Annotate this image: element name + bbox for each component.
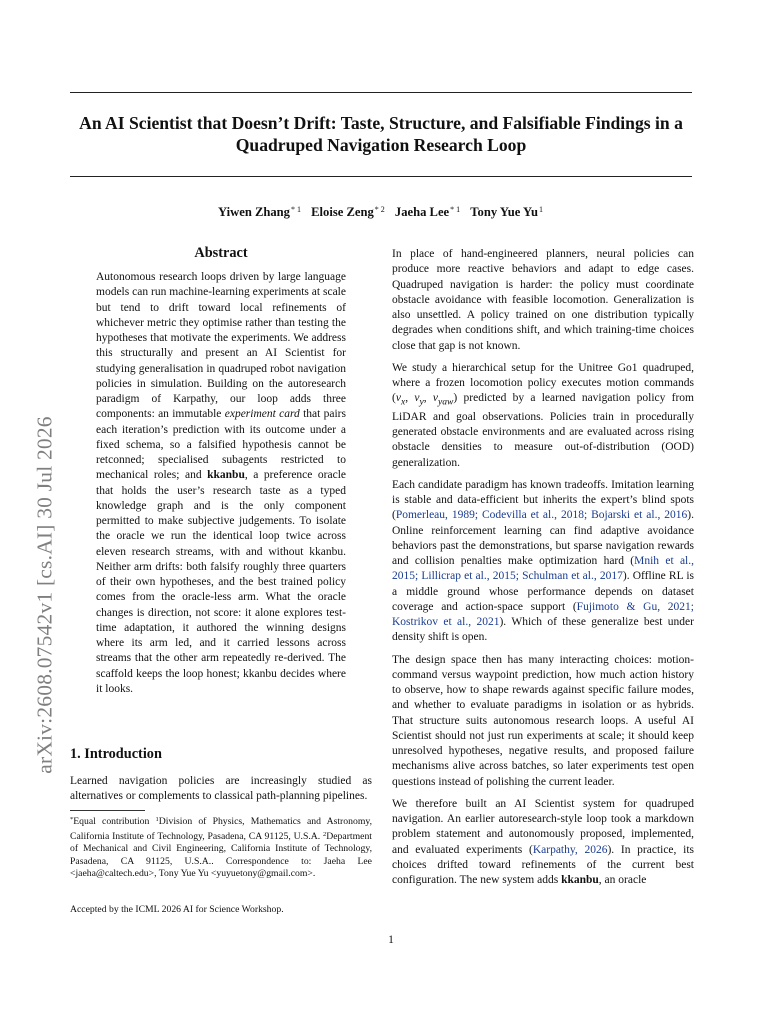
paragraph bbox=[392, 361, 694, 471]
footnote-affiliation-2: Department of Mechanical and Civil Engineering, California Institute of Technology, Pasadena, CA 91125, U.S.A.. Correspondence to: Jaeha Lee <jaeha@caltech.edu>, Tony Yue Yu <yuyuetony@gmail.com>. bbox=[70, 830, 372, 880]
title-bottom-rule bbox=[70, 176, 692, 177]
math-command-vector: ($v_x$, $v_y$, $v_{yaw}$) bbox=[392, 392, 458, 408]
citation-link[interactable]: Pomerleau, 1989; Codevilla et al., 2018; Bojarski et al., 2016 bbox=[395, 509, 688, 522]
author-affiliation: * 1 bbox=[290, 205, 301, 214]
citation-link[interactable]: Karpathy, 2026 bbox=[532, 843, 608, 856]
text-segment: ). In practice, its choices drifted toward refinements of the current best configuration. The new system adds bbox=[392, 843, 694, 887]
page-number: 1 bbox=[388, 934, 394, 946]
author-name: Tony Yue Yu bbox=[470, 205, 538, 219]
author-name: Yiwen Zhang bbox=[218, 205, 290, 219]
text-segment: Each candidate paradigm has known tradeoffs. Imitation learning is stable and data-efficient but inherits the expert’s blind spots ( bbox=[392, 478, 694, 522]
author-affiliation: 1 bbox=[538, 205, 543, 214]
footnotes bbox=[70, 814, 372, 881]
footnote-equal-contribution: Equal contribution bbox=[73, 816, 150, 827]
abstract-text bbox=[96, 270, 346, 697]
author-1 bbox=[218, 205, 302, 219]
author-3 bbox=[395, 205, 461, 219]
author-4 bbox=[470, 205, 544, 219]
text-segment: ). Offline RL is a middle ground whose performance depends on dataset coverage and action-space support ( bbox=[392, 570, 694, 613]
right-column bbox=[392, 247, 694, 895]
paragraph: In place of hand-engineered planners, neural policies can produce more reactive behaviors and adapt to edge cases. Quadruped navigation is harder: the policy must coordinate obstacle avoidance with feasible locomotion. Generalization is also unsettled. A policy trained on one distribution typically degrades when conditions shift, and which training-time choices close that gap is not known. bbox=[392, 248, 694, 352]
abstract-segment: that pairs each iteration’s prediction with its outcome under a fixed schema, so a falsified hypothesis cannot be retconned; specialised subagents restricted to mechanical roles; and bbox=[96, 408, 346, 482]
abstract-heading: Abstract bbox=[194, 245, 248, 261]
paper-title: An AI Scientist that Doesn’t Drift: Taste, Structure, and Falsifiable Findings in a Quadruped Navigation Research Loop bbox=[79, 113, 683, 155]
citation-link[interactable]: Fujimoto & Gu, 2021; Kostrikov et al., 2021 bbox=[392, 600, 694, 629]
author-affiliation: * 1 bbox=[450, 205, 461, 214]
acceptance-note: Accepted by the ICML 2026 AI for Science Workshop. bbox=[70, 904, 284, 915]
abstract-segment: Autonomous research loops driven by large language models can run machine-learning experiments at scale but tend to drift toward local refinements of whichever metric they optimise rather than testing the hypotheses that motivate the experiments. We address this structurally and present an AI Scientist for studying generalisation in quadruped robot navigation policies in simulation. Building on the autoresearch paradigm of Karpathy, our loop adds three components: an immutable bbox=[96, 271, 346, 421]
kkanbu-term: kkanbu bbox=[561, 874, 599, 887]
paragraph bbox=[392, 478, 694, 646]
author-list bbox=[70, 202, 692, 220]
text-segment: predicted by a learned navigation policy from LiDAR and goal observations. Policies train in procedurally generated obstacle environments and are evaluated across rising obstacle densities to measure out-of-distribution (OOD) generalization. bbox=[392, 392, 694, 469]
author-affiliation: * 2 bbox=[374, 205, 385, 214]
top-rule bbox=[70, 92, 692, 93]
footnote-marker: 2 bbox=[323, 830, 327, 838]
author-name: Eloise Zeng bbox=[311, 205, 374, 219]
footnote-rule bbox=[70, 810, 145, 811]
abstract-segment: , a preference oracle that holds the user’s research taste as a typed knowledge graph and is the only component permitted to make subjective judgements. To isolate the oracle we run the identical loop twice across eleven research streams, with and without kkanbu. Neither arm drifts: both falsify roughly three quarters of their own hypotheses, and the best trained policy comes from the oracle-less arm. What the oracle changes is direction, not score: it alone explores test-time adaptation, it authored the winning designs where its arm led, and it carried lessons across streams that the other arm repeatedly re-derived. The scaffold keeps the loop honest; kkanbu decides where it looks. bbox=[96, 469, 347, 695]
text-segment: ). Online reinforcement learning can find adaptive avoidance behaviors past the demonstrations, but sparse navigation rewards and collision penalties make optimization hard ( bbox=[392, 509, 694, 568]
citation-link[interactable]: Mnih et al., 2015; Lillicrap et al., 2015; Schulman et al., 2017 bbox=[392, 555, 694, 583]
introduction-paragraph: Learned navigation policies are increasingly studied as alternatives or complements to classical path-planning pipelines. bbox=[70, 775, 372, 803]
author-name: Jaeha Lee bbox=[394, 205, 450, 219]
text-segment: We study a hierarchical setup for the Unitree Go1 quadruped, where a frozen locomotion policy executes motion commands bbox=[392, 361, 694, 389]
kkanbu-term: kkanbu bbox=[207, 469, 245, 482]
section-heading-introduction: 1. Introduction bbox=[70, 746, 162, 762]
text-segment: , an oracle bbox=[598, 874, 647, 887]
footnote-affiliation-1: Division of Physics, Mathematics and Astronomy, California Institute of Technology, Pasadena, CA 91125, U.S.A. bbox=[70, 816, 372, 842]
text-segment: We therefore built an AI Scientist system for quadruped navigation. An earlier autoresearch-style loop took a markdown problem statement and autonomously proposed, implemented, and evaluated experiments ( bbox=[392, 797, 694, 856]
author-2 bbox=[311, 205, 386, 219]
paragraph bbox=[392, 797, 694, 889]
text-segment: ). Which of these generalize best under density shift is open. bbox=[392, 616, 694, 644]
paragraph: The design space then has many interacting choices: motion-command versus waypoint prediction, how much action history to observe, how to shape rewards against specific failure modes, and whether to evaluate paradigms in isolation or as hybrids. That structure suits autonomous research loops. A useful AI Scientist should not just run experiments at scale; it should keep unresolved hypotheses, negative results, and proposed failure mechanisms alive across batches, so later experiments test open questions instead of polishing the current leader. bbox=[392, 653, 694, 788]
footnote-marker: 1 bbox=[155, 816, 159, 823]
footnote-marker: * bbox=[70, 816, 74, 823]
abstract-emphasis: experiment card bbox=[224, 408, 300, 421]
arxiv-stamp-text: arXiv:2608.07542v1 [cs.AI] 30 Jul 2026 bbox=[32, 416, 57, 774]
